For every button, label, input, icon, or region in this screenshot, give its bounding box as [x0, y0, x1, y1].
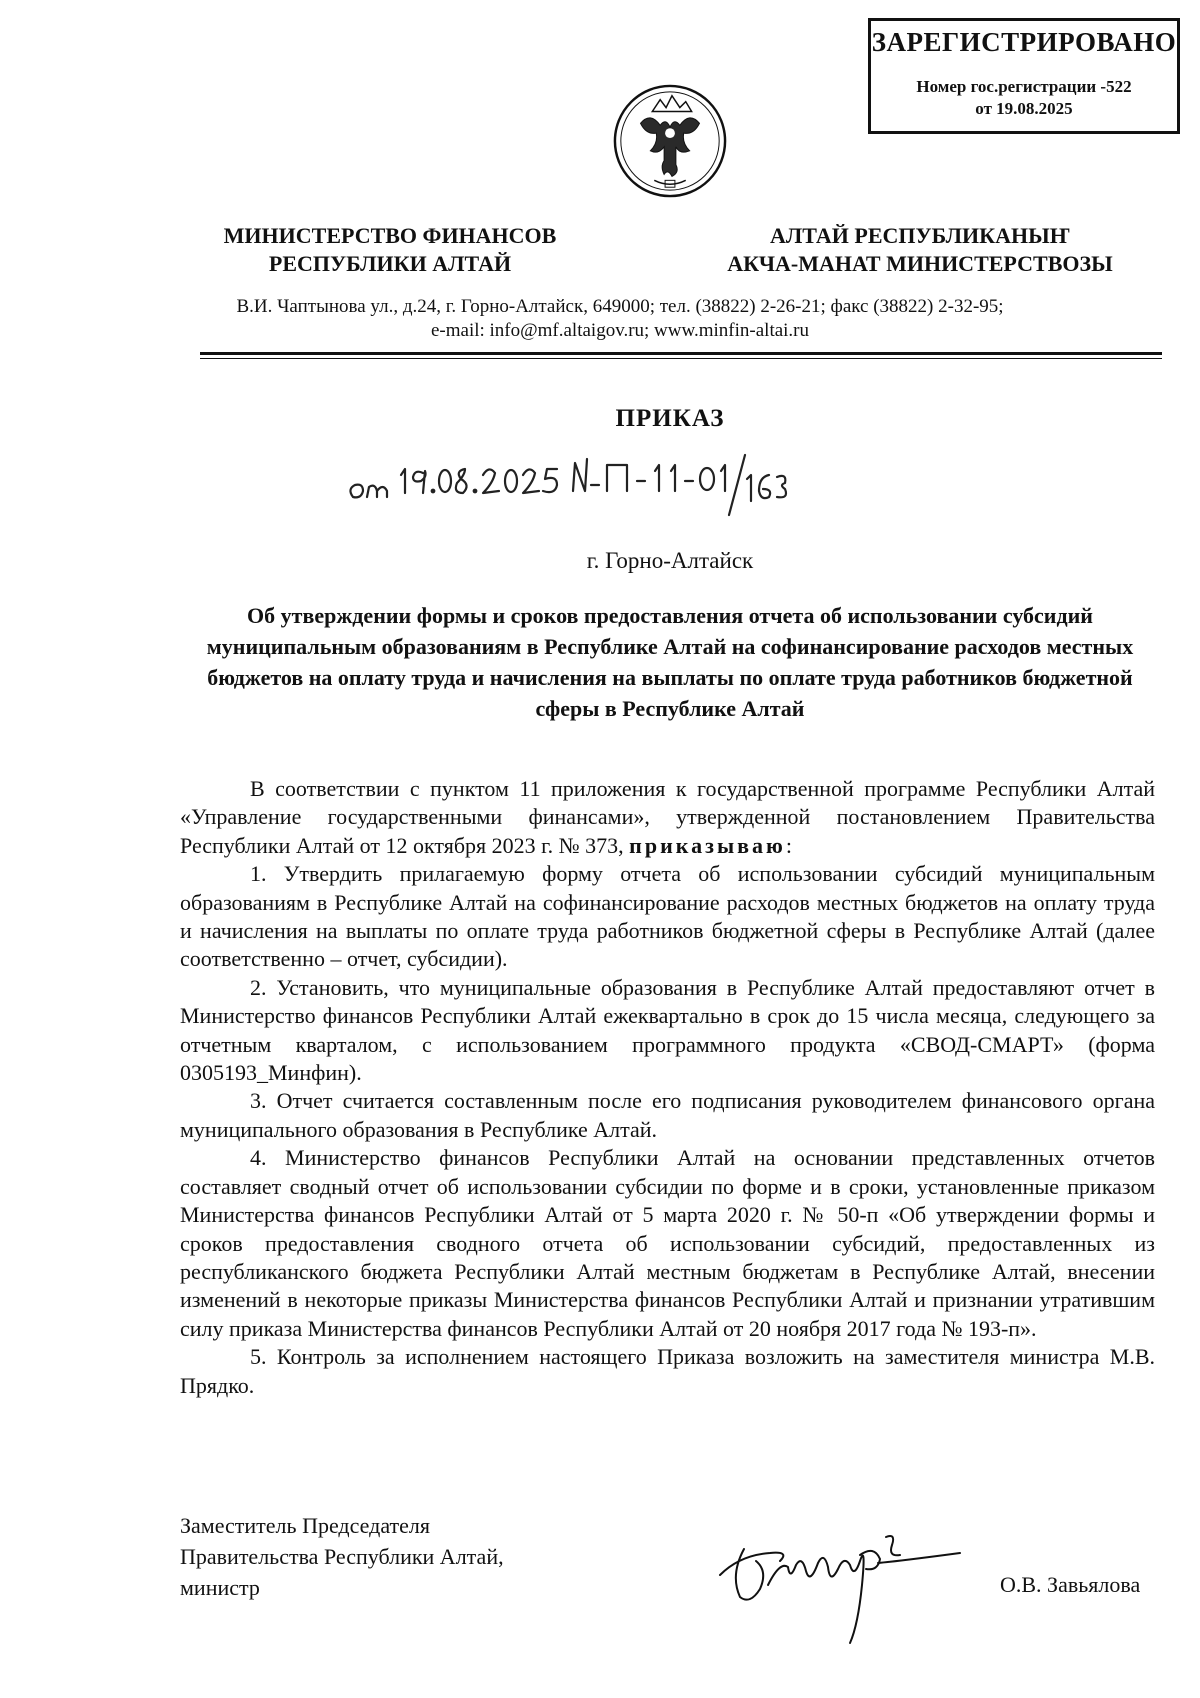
- handwritten-signature: [710, 1505, 970, 1650]
- signatory-position-line3: министр: [180, 1575, 260, 1600]
- stamp-reg-number: Номер гос.регистрации -522: [916, 77, 1132, 96]
- address-line2: e-mail: info@mf.altaigov.ru; www.minfin-altai.ru: [430, 320, 810, 341]
- header-divider-thin: [200, 358, 1162, 359]
- header-divider-thick: [200, 352, 1162, 355]
- stamp-reg-date: от 19.08.2025: [975, 99, 1073, 118]
- document-body: [180, 775, 1155, 1400]
- signatory-position-line2: Правительства Республики Алтай,: [180, 1544, 504, 1569]
- signatory-name: О.В. Завьялова: [1000, 1572, 1141, 1597]
- signatory-position: [180, 1510, 504, 1603]
- address-line1: В.И. Чаптынова ул., д.24, г. Горно-Алтайск, 649000; тел. (38822) 2-26-21; факс (38822) 2-32-95;: [236, 296, 1004, 317]
- registration-stamp: [868, 18, 1180, 134]
- handwritten-order-number: [345, 445, 795, 525]
- intro-text: В соответствии с пунктом 11 приложения к государственной программе Республики Алтай «Управление государственными финансами», утвержденной постановлением Правительства Республики Алтай от 12 октября 2023 г. № 373,: [180, 776, 1155, 858]
- ministry-name-line2: РЕСПУБЛИКИ АЛТАЙ: [268, 251, 512, 276]
- body-intro: [180, 775, 1155, 860]
- stamp-title: ЗАРЕГИСТРИРОВАНО: [871, 27, 1177, 57]
- document-city: г. Горно-Алтайск: [586, 548, 754, 573]
- signatory-position-line1: Заместитель Председателя: [180, 1513, 430, 1538]
- ministry-name-russian: [180, 222, 600, 278]
- ministry-address: [120, 295, 1120, 343]
- body-paragraph-4: 4. Министерство финансов Республики Алтай на основании представленных отчетов составляет сводный отчет об использовании субсидии по форме и в сроки, установленные приказом Министерства финансов Республики Алтай от 5 марта 2020 г. № 50-п «Об утверждении формы и сроков предоставления сводного отчета об использовании субсидий, предоставленных из республиканского бюджета Республики Алтай местным бюджетам в Республике Алтай, внесении изменений в некоторые приказы Министерства финансов Республики Алтай и признании утратившим силу приказа Министерства финансов Республики Алтай от 20 ноября 2017 года № 193-п».: [180, 1145, 1155, 1341]
- ministry-name-line1: МИНИСТЕРСТВО ФИНАНСОВ: [223, 223, 557, 248]
- altai-coat-of-arms-icon: [611, 82, 729, 200]
- intro-decree-word: приказываю: [629, 832, 786, 858]
- body-paragraph-3: 3. Отчет считается составленным после его подписания руководителем финансового органа муниципального образования в Республике Алтай.: [180, 1088, 1155, 1142]
- ministry-name-altai-line1: АЛТАЙ РЕСПУБЛИКАНЫҤ: [770, 223, 1070, 248]
- body-paragraph-1: 1. Утвердить прилагаемую форму отчета об использовании субсидий муниципальным образованиям в Республике Алтай на софинансирование расходов местных бюджетов на оплату труда и начисления на выплаты по оплате труда работников бюджетной сферы в Республике Алтай (далее соответственно – отчет, субсидии).: [180, 861, 1155, 972]
- ministry-name-altai-line2: АКЧА-МАНАТ МИНИСТЕРСТВОЗЫ: [727, 251, 1113, 276]
- ministry-name-altai: [700, 222, 1140, 278]
- intro-end: :: [785, 832, 792, 858]
- body-paragraph-2: 2. Установить, что муниципальные образования в Республике Алтай предоставляют отчет в Министерство финансов Республики Алтай ежеквартально в срок до 15 числа месяца, следующего за отчетным кварталом, с использованием программного продукта «СВОД-СМАРТ» (форма 0305193_Минфин).: [180, 974, 1155, 1086]
- document-type: ПРИКАЗ: [615, 405, 725, 432]
- document-subject: Об утверждении формы и сроков предоставления отчета об использовании субсидий муниципальным образованиям в Республике Алтай на софинансирование расходов местных бюджетов на оплату труда и начисления на выплаты по оплате труда работников бюджетной сферы в Республике Алтай: [206, 603, 1134, 721]
- body-paragraph-5: 5. Контроль за исполнением настоящего Приказа возложить на заместителя министра М.В. Прядко.: [180, 1344, 1155, 1398]
